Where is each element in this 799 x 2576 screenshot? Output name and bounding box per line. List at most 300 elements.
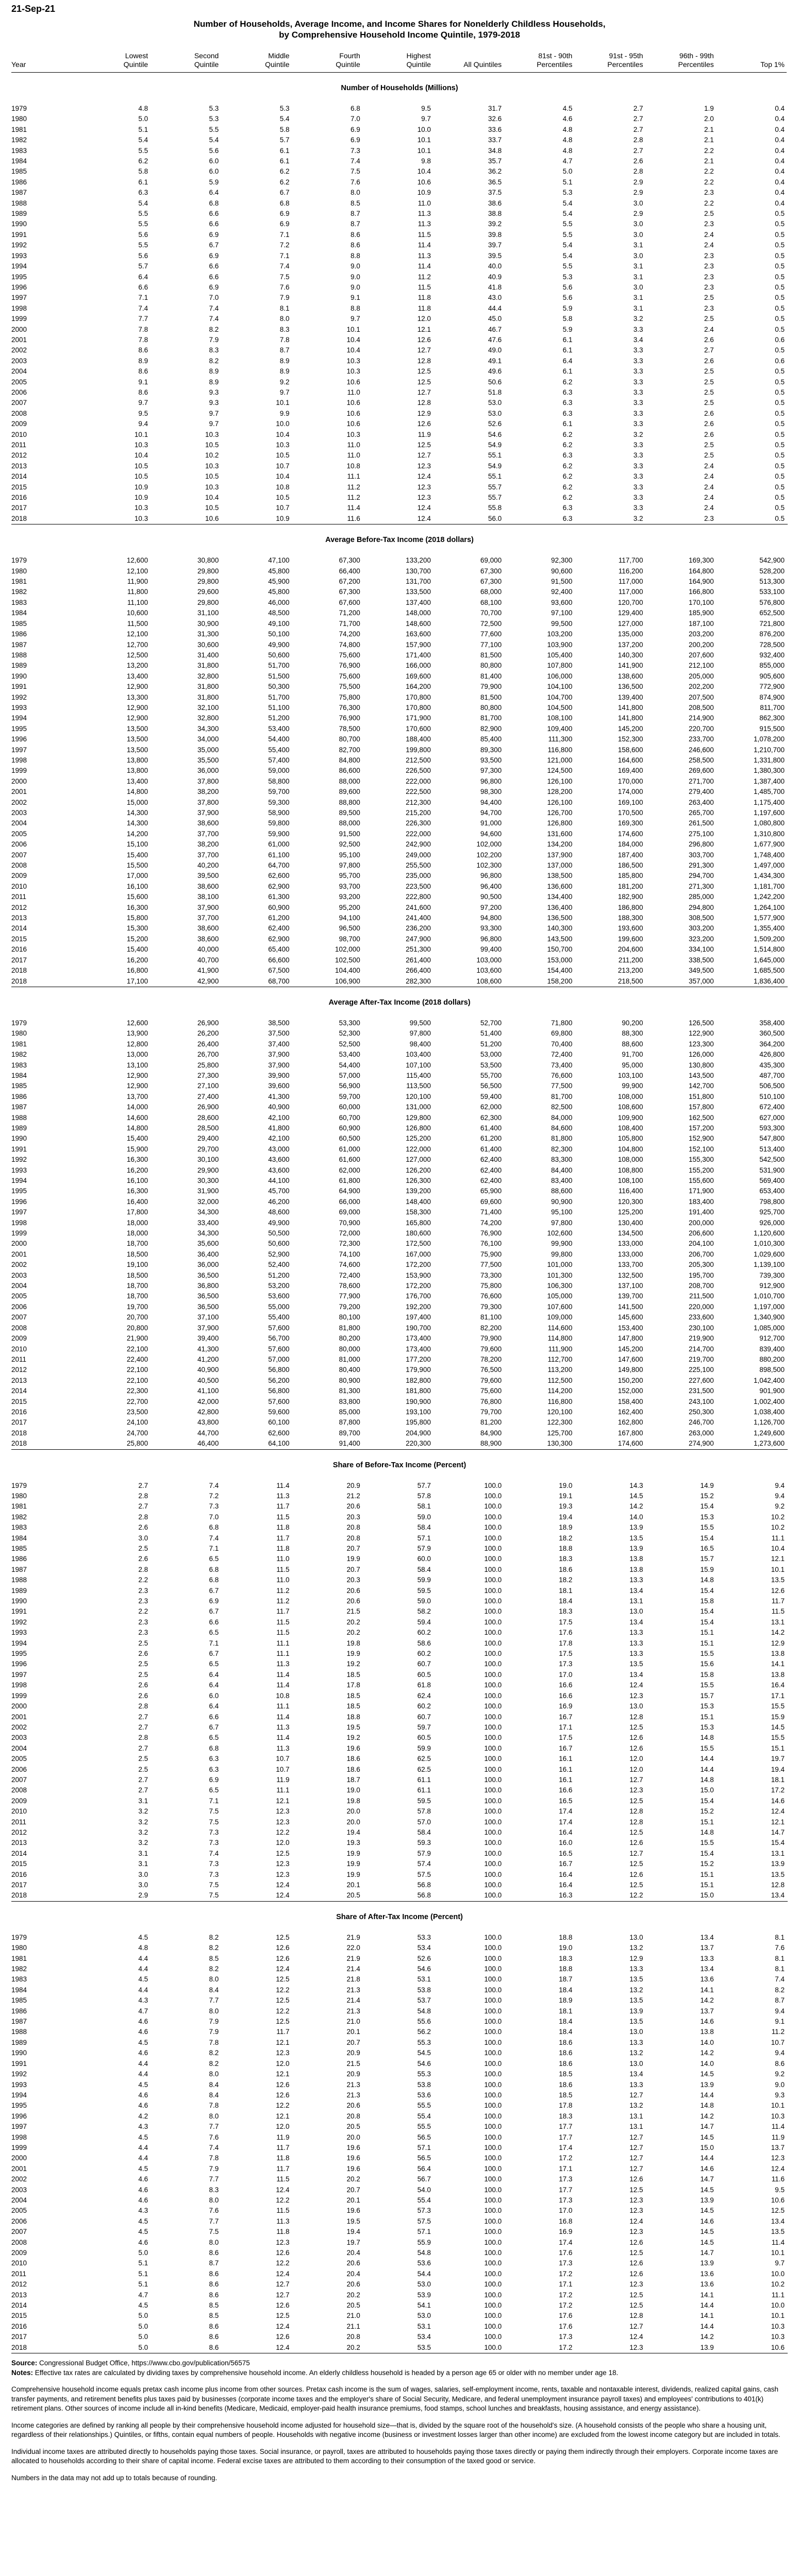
table-row: [11, 882, 787, 892]
value-cell: 7.2: [209, 1492, 219, 1500]
value-cell: 5.6: [209, 146, 219, 155]
value-cell: 79,200: [339, 1302, 360, 1311]
value-cell: 11.1: [771, 2291, 785, 2299]
value-cell: 91,500: [551, 578, 573, 586]
value-cell: 19.0: [559, 1944, 573, 1952]
value-cell: 8.5: [209, 1954, 219, 1962]
value-cell: 82,900: [480, 724, 502, 733]
value-cell: 3.2: [138, 1839, 148, 1847]
value-cell: 12,900: [126, 1082, 148, 1090]
value-cell: 36.2: [488, 167, 502, 176]
value-cell: 5.4: [562, 199, 573, 207]
value-cell: 7.5: [209, 1891, 219, 1900]
year-cell: 2017: [11, 504, 27, 512]
value-cell: 62,900: [268, 935, 290, 943]
value-cell: 2.5: [704, 441, 714, 449]
value-cell: 261,500: [688, 819, 714, 827]
value-cell: 12.1: [417, 325, 431, 333]
value-cell: 265,700: [688, 809, 714, 817]
header-line: Percentiles: [537, 60, 573, 69]
year-cell: 2008: [11, 861, 27, 870]
year-cell: 2018: [11, 1429, 27, 1437]
value-cell: 5.0: [138, 2333, 148, 2341]
value-cell: 100.0: [484, 2112, 502, 2120]
value-cell: 84,400: [551, 1166, 573, 1174]
value-cell: 11.7: [771, 1597, 785, 1605]
year-cell: 1987: [11, 189, 27, 197]
value-cell: 60,700: [339, 1113, 360, 1122]
value-cell: 21.0: [346, 2312, 360, 2320]
year-cell: 1988: [11, 199, 27, 207]
value-cell: 39,400: [197, 1334, 219, 1343]
table-row: [11, 2216, 787, 2227]
value-cell: 95,200: [339, 903, 360, 911]
value-cell: 10.0: [771, 2269, 785, 2278]
year-cell: 2016: [11, 1870, 27, 1878]
section-title: Average Before-Tax Income (2018 dollars): [325, 536, 474, 545]
value-cell: 137,400: [406, 598, 431, 606]
value-cell: 6.8: [209, 1744, 219, 1752]
value-cell: 14.1: [700, 2291, 714, 2299]
value-cell: 10.0: [276, 420, 290, 428]
value-cell: 100.0: [484, 1534, 502, 1542]
value-cell: 22,100: [126, 1345, 148, 1353]
value-cell: 58.1: [417, 1502, 431, 1511]
year-cell: 1986: [11, 2007, 27, 2015]
value-cell: 100.0: [484, 1597, 502, 1605]
value-cell: 57.5: [417, 2217, 431, 2225]
value-cell: 4.4: [138, 2059, 148, 2067]
value-cell: 100.0: [484, 2259, 502, 2267]
value-cell: 0.5: [775, 420, 785, 428]
value-cell: 44.4: [488, 304, 502, 312]
value-cell: 57.9: [417, 1849, 431, 1857]
year-cell: 2004: [11, 2196, 27, 2204]
value-cell: 11.3: [276, 1723, 290, 1731]
value-cell: 6.7: [209, 1607, 219, 1616]
table-row: [11, 2048, 787, 2058]
year-cell: 2005: [11, 378, 27, 386]
value-cell: 72,400: [339, 1271, 360, 1279]
value-cell: 88,600: [622, 1040, 643, 1048]
table-row: [11, 1954, 787, 1964]
value-cell: 100.0: [484, 1755, 502, 1763]
value-cell: 57,600: [268, 1345, 290, 1353]
value-cell: 95,700: [339, 872, 360, 880]
value-cell: 170,000: [618, 777, 643, 785]
value-cell: 82,500: [551, 1103, 573, 1111]
value-cell: 2.6: [633, 157, 643, 165]
value-cell: 11,800: [127, 588, 148, 596]
value-cell: 10.9: [134, 483, 148, 491]
header-line: Quintile: [194, 60, 219, 69]
year-cell: 2012: [11, 1828, 27, 1836]
header-column: [574, 52, 645, 73]
year-cell: 1997: [11, 1670, 27, 1679]
year-cell: 2005: [11, 2207, 27, 2215]
value-cell: 100.0: [484, 2059, 502, 2067]
value-cell: 0.5: [775, 451, 785, 460]
table-row: [11, 1354, 787, 1365]
value-cell: 2.5: [138, 1765, 148, 1773]
value-cell: 27,100: [197, 1082, 219, 1090]
value-cell: 91,400: [339, 1439, 360, 1448]
value-cell: 137,200: [618, 640, 643, 649]
year-cell: 1987: [11, 640, 27, 649]
value-cell: 57.1: [417, 1534, 431, 1542]
value-cell: 4.5: [138, 2080, 148, 2089]
value-cell: 41.8: [488, 283, 502, 291]
value-cell: 513,400: [759, 1145, 785, 1153]
value-cell: 6.5: [209, 1786, 219, 1794]
table-row: [11, 1890, 787, 1901]
value-cell: 38,500: [268, 1019, 290, 1027]
value-cell: 80,400: [339, 1366, 360, 1374]
value-cell: 18.7: [559, 1975, 573, 1984]
value-cell: 7.7: [209, 2175, 219, 2183]
value-cell: 100.0: [484, 1555, 502, 1563]
value-cell: 2.7: [138, 1775, 148, 1784]
value-cell: 166,000: [406, 662, 431, 670]
table-row: [11, 2038, 787, 2048]
value-cell: 9.5: [775, 2185, 785, 2194]
value-cell: 62,600: [268, 1429, 290, 1437]
value-cell: 53,200: [268, 1282, 290, 1290]
value-cell: 153,400: [618, 1324, 643, 1332]
value-cell: 108,800: [618, 1166, 643, 1174]
value-cell: 2.9: [138, 1891, 148, 1900]
value-cell: 104,800: [618, 1145, 643, 1153]
value-cell: 9.4: [775, 1492, 785, 1500]
value-cell: 18.4: [559, 1597, 573, 1605]
value-cell: 7.4: [209, 304, 219, 312]
value-cell: 59.3: [417, 1839, 431, 1847]
value-cell: 1.9: [704, 105, 714, 112]
value-cell: 19.9: [346, 1860, 360, 1868]
table-row: [11, 1943, 787, 1953]
value-cell: 4.6: [138, 2196, 148, 2204]
value-cell: 90,600: [551, 567, 573, 575]
value-cell: 75,800: [339, 693, 360, 701]
value-cell: 39.7: [488, 241, 502, 249]
value-cell: 14.2: [629, 1502, 643, 1511]
value-cell: 100.0: [484, 1933, 502, 1941]
value-cell: 12.9: [417, 409, 431, 417]
value-cell: 100.0: [484, 2249, 502, 2257]
year-cell: 2014: [11, 2301, 27, 2310]
value-cell: 6.5: [209, 1629, 219, 1637]
value-cell: 1,434,300: [753, 872, 785, 880]
value-cell: 0.4: [775, 189, 785, 197]
value-cell: 18.5: [559, 2091, 573, 2099]
value-cell: 10.5: [276, 494, 290, 502]
value-cell: 89,700: [339, 1429, 360, 1437]
value-cell: 8.8: [350, 251, 360, 260]
year-cell: 1983: [11, 146, 27, 155]
value-cell: 56.8: [417, 1891, 431, 1900]
value-cell: 89,300: [480, 745, 502, 754]
table-row: [11, 724, 787, 734]
value-cell: 4.3: [138, 1996, 148, 2005]
value-cell: 92,400: [551, 588, 573, 596]
year-cell: 1993: [11, 703, 27, 711]
table-row: [11, 356, 787, 366]
value-cell: 269,600: [688, 767, 714, 775]
value-cell: 4.5: [138, 1933, 148, 1941]
value-cell: 8.2: [209, 1965, 219, 1973]
value-cell: 3.3: [633, 367, 643, 376]
table-row: [11, 1638, 787, 1649]
value-cell: 73,400: [551, 1061, 573, 1069]
value-cell: 9.7: [138, 399, 148, 407]
value-cell: 12,600: [126, 1019, 148, 1027]
value-cell: 17.2: [559, 2154, 573, 2162]
value-cell: 672,400: [759, 1103, 785, 1111]
year-cell: 2001: [11, 1713, 27, 1721]
value-cell: 53.8: [417, 2080, 431, 2089]
value-cell: 99,500: [551, 619, 573, 628]
table-row: [11, 1554, 787, 1564]
value-cell: 39.5: [488, 251, 502, 260]
value-cell: 1,120,600: [753, 1229, 785, 1238]
value-cell: 127,000: [618, 619, 643, 628]
table-row: [11, 2248, 787, 2258]
value-cell: 1,497,000: [753, 861, 785, 870]
value-cell: 33.6: [488, 125, 502, 133]
value-cell: 11.8: [276, 2154, 290, 2162]
value-cell: 0.5: [775, 409, 785, 417]
value-cell: 2.4: [704, 504, 714, 512]
value-cell: 150,200: [618, 1376, 643, 1384]
value-cell: 14,000: [126, 1103, 148, 1111]
value-cell: 16,200: [126, 1166, 148, 1174]
value-cell: 5.5: [138, 146, 148, 155]
value-cell: 13.2: [629, 1986, 643, 1994]
value-cell: 1,249,600: [753, 1429, 785, 1437]
table-row: [11, 860, 787, 871]
table-row: [11, 209, 787, 219]
value-cell: 10.3: [346, 357, 360, 365]
year-cell: 1991: [11, 1607, 27, 1616]
value-cell: 18.3: [559, 2112, 573, 2120]
value-cell: 2.4: [704, 462, 714, 470]
value-cell: 12.6: [629, 1839, 643, 1847]
value-cell: 10.0: [417, 125, 431, 133]
value-cell: 7.8: [279, 335, 290, 344]
value-cell: 100.0: [484, 1765, 502, 1773]
value-cell: 7.9: [209, 2028, 219, 2036]
table-row: [11, 2227, 787, 2237]
year-cell: 2011: [11, 1818, 27, 1826]
value-cell: 12.5: [276, 1933, 290, 1941]
value-cell: 2.5: [704, 210, 714, 218]
value-cell: 53,600: [268, 1292, 290, 1300]
value-cell: 100.0: [484, 2018, 502, 2026]
value-cell: 114,600: [547, 1324, 573, 1332]
value-cell: 58.4: [417, 1828, 431, 1836]
value-cell: 2.7: [704, 346, 714, 354]
value-cell: 32,100: [197, 703, 219, 711]
section-title: Share of After-Tax Income (Percent): [336, 1912, 463, 1921]
year-cell: 2009: [11, 872, 27, 880]
value-cell: 2.5: [704, 294, 714, 302]
value-cell: 5.5: [562, 262, 573, 270]
value-cell: 68,700: [268, 977, 290, 985]
year-cell: 1991: [11, 1145, 27, 1153]
value-cell: 2.3: [138, 1597, 148, 1605]
value-cell: 220,300: [406, 1439, 431, 1448]
value-cell: 218,500: [618, 977, 643, 985]
value-cell: 94,800: [480, 914, 502, 922]
table-row: [11, 2185, 787, 2195]
value-cell: 25,800: [126, 1439, 148, 1448]
value-cell: 14.5: [700, 2238, 714, 2246]
value-cell: 133,700: [618, 1261, 643, 1269]
value-cell: 9.1: [138, 378, 148, 386]
value-cell: 61,000: [339, 1145, 360, 1153]
value-cell: 12.2: [629, 1891, 643, 1900]
table-row: [11, 798, 787, 808]
value-cell: 45,800: [268, 567, 290, 575]
report-title-line: by Comprehensive Household Income Quintile, 1979-2018: [279, 30, 520, 40]
value-cell: 21.9: [346, 1933, 360, 1941]
value-cell: 13.0: [629, 2028, 643, 2036]
value-cell: 21.9: [346, 1954, 360, 1962]
value-cell: 162,400: [618, 1408, 643, 1416]
year-cell: 2013: [11, 1376, 27, 1384]
header-line: [11, 52, 77, 60]
value-cell: 100.0: [484, 1618, 502, 1626]
value-cell: 100.0: [484, 1523, 502, 1532]
header-line: [716, 52, 785, 60]
value-cell: 12.5: [276, 1849, 290, 1857]
value-cell: 59,000: [268, 767, 290, 775]
value-cell: 214,700: [688, 1345, 714, 1353]
value-cell: 62.4: [417, 1691, 431, 1700]
year-cell: 2003: [11, 1734, 27, 1742]
value-cell: 13.0: [629, 2059, 643, 2067]
value-cell: 3.1: [138, 1797, 148, 1805]
value-cell: 31,800: [197, 662, 219, 670]
value-cell: 72,000: [339, 1229, 360, 1238]
value-cell: 75,800: [480, 1282, 502, 1290]
value-cell: 14.5: [700, 2133, 714, 2141]
value-cell: 16,400: [126, 1197, 148, 1206]
table-row: [11, 1533, 787, 1544]
value-cell: 141,500: [618, 1302, 643, 1311]
value-cell: 5.8: [562, 315, 573, 323]
year-cell: 1980: [11, 115, 27, 123]
value-cell: 18.9: [559, 1523, 573, 1532]
value-cell: 12,800: [126, 1040, 148, 1048]
value-cell: 7.1: [209, 1639, 219, 1647]
value-cell: 138,600: [618, 672, 643, 680]
value-cell: 6.3: [562, 514, 573, 522]
value-cell: 51,700: [268, 662, 290, 670]
value-cell: 5.3: [209, 105, 219, 112]
value-cell: 13.3: [629, 1576, 643, 1584]
value-cell: 5.4: [562, 251, 573, 260]
value-cell: 18.6: [346, 1755, 360, 1763]
table-section: [11, 987, 788, 1450]
value-cell: 1,126,700: [753, 1418, 785, 1427]
table-section: [11, 1902, 788, 2353]
value-cell: 7.2: [279, 241, 290, 249]
value-cell: 67,200: [339, 578, 360, 586]
value-cell: 8.2: [775, 1986, 785, 1994]
value-cell: 4.5: [138, 2038, 148, 2046]
value-cell: 7.8: [209, 2102, 219, 2110]
value-cell: 357,000: [688, 977, 714, 985]
value-cell: 772,900: [759, 683, 785, 691]
value-cell: 0.5: [775, 441, 785, 449]
table-row: [11, 503, 787, 513]
value-cell: 13.1: [629, 2112, 643, 2120]
value-cell: 100.0: [484, 1828, 502, 1836]
value-cell: 60.5: [417, 1670, 431, 1679]
year-cell: 2000: [11, 325, 27, 333]
year-cell: 1989: [11, 2038, 27, 2046]
header-line: Highest: [406, 52, 431, 60]
value-cell: 5.5: [138, 241, 148, 249]
table-row: [11, 692, 787, 703]
value-cell: 6.9: [279, 220, 290, 228]
value-cell: 202,200: [688, 683, 714, 691]
value-cell: 16.6: [559, 1786, 573, 1794]
value-cell: 29,400: [197, 1134, 219, 1143]
value-cell: 220,000: [688, 1302, 714, 1311]
value-cell: 4.7: [138, 2007, 148, 2015]
value-cell: 14,300: [126, 809, 148, 817]
value-cell: 176,700: [406, 1292, 431, 1300]
value-cell: 11.8: [276, 1523, 290, 1532]
year-cell: 2014: [11, 472, 27, 481]
year-cell: 1988: [11, 1113, 27, 1122]
header-line: All Quintiles: [463, 60, 502, 69]
value-cell: 531,900: [759, 1166, 785, 1174]
table-row: [11, 913, 787, 923]
value-cell: 116,800: [547, 1397, 573, 1405]
value-cell: 140,300: [547, 924, 573, 933]
value-cell: 55.3: [417, 2070, 431, 2078]
value-cell: 12.4: [629, 2217, 643, 2225]
value-cell: 12.5: [629, 1797, 643, 1805]
value-cell: 7.8: [138, 325, 148, 333]
value-cell: 100.0: [484, 1975, 502, 1984]
year-cell: 2011: [11, 1355, 27, 1363]
value-cell: 20.8: [346, 1523, 360, 1532]
value-cell: 8.9: [279, 357, 290, 365]
value-cell: 8.4: [209, 1986, 219, 1994]
value-cell: 2.7: [633, 105, 643, 112]
value-cell: 10.3: [134, 441, 148, 449]
value-cell: 18.4: [559, 2018, 573, 2026]
value-cell: 16,300: [126, 1187, 148, 1195]
value-cell: 19.6: [346, 2164, 360, 2173]
value-cell: 2.5: [704, 388, 714, 396]
value-cell: 294,700: [688, 872, 714, 880]
year-cell: 1992: [11, 693, 27, 701]
year-cell: 1993: [11, 2080, 27, 2089]
value-cell: 55,400: [268, 1313, 290, 1321]
year-cell: 2014: [11, 1387, 27, 1395]
value-cell: 0.5: [775, 378, 785, 386]
value-cell: 2.7: [138, 1502, 148, 1511]
value-cell: 3.3: [633, 399, 643, 407]
value-cell: 12.6: [629, 1870, 643, 1878]
value-cell: 42,100: [268, 1113, 290, 1122]
value-cell: 2.3: [704, 262, 714, 270]
